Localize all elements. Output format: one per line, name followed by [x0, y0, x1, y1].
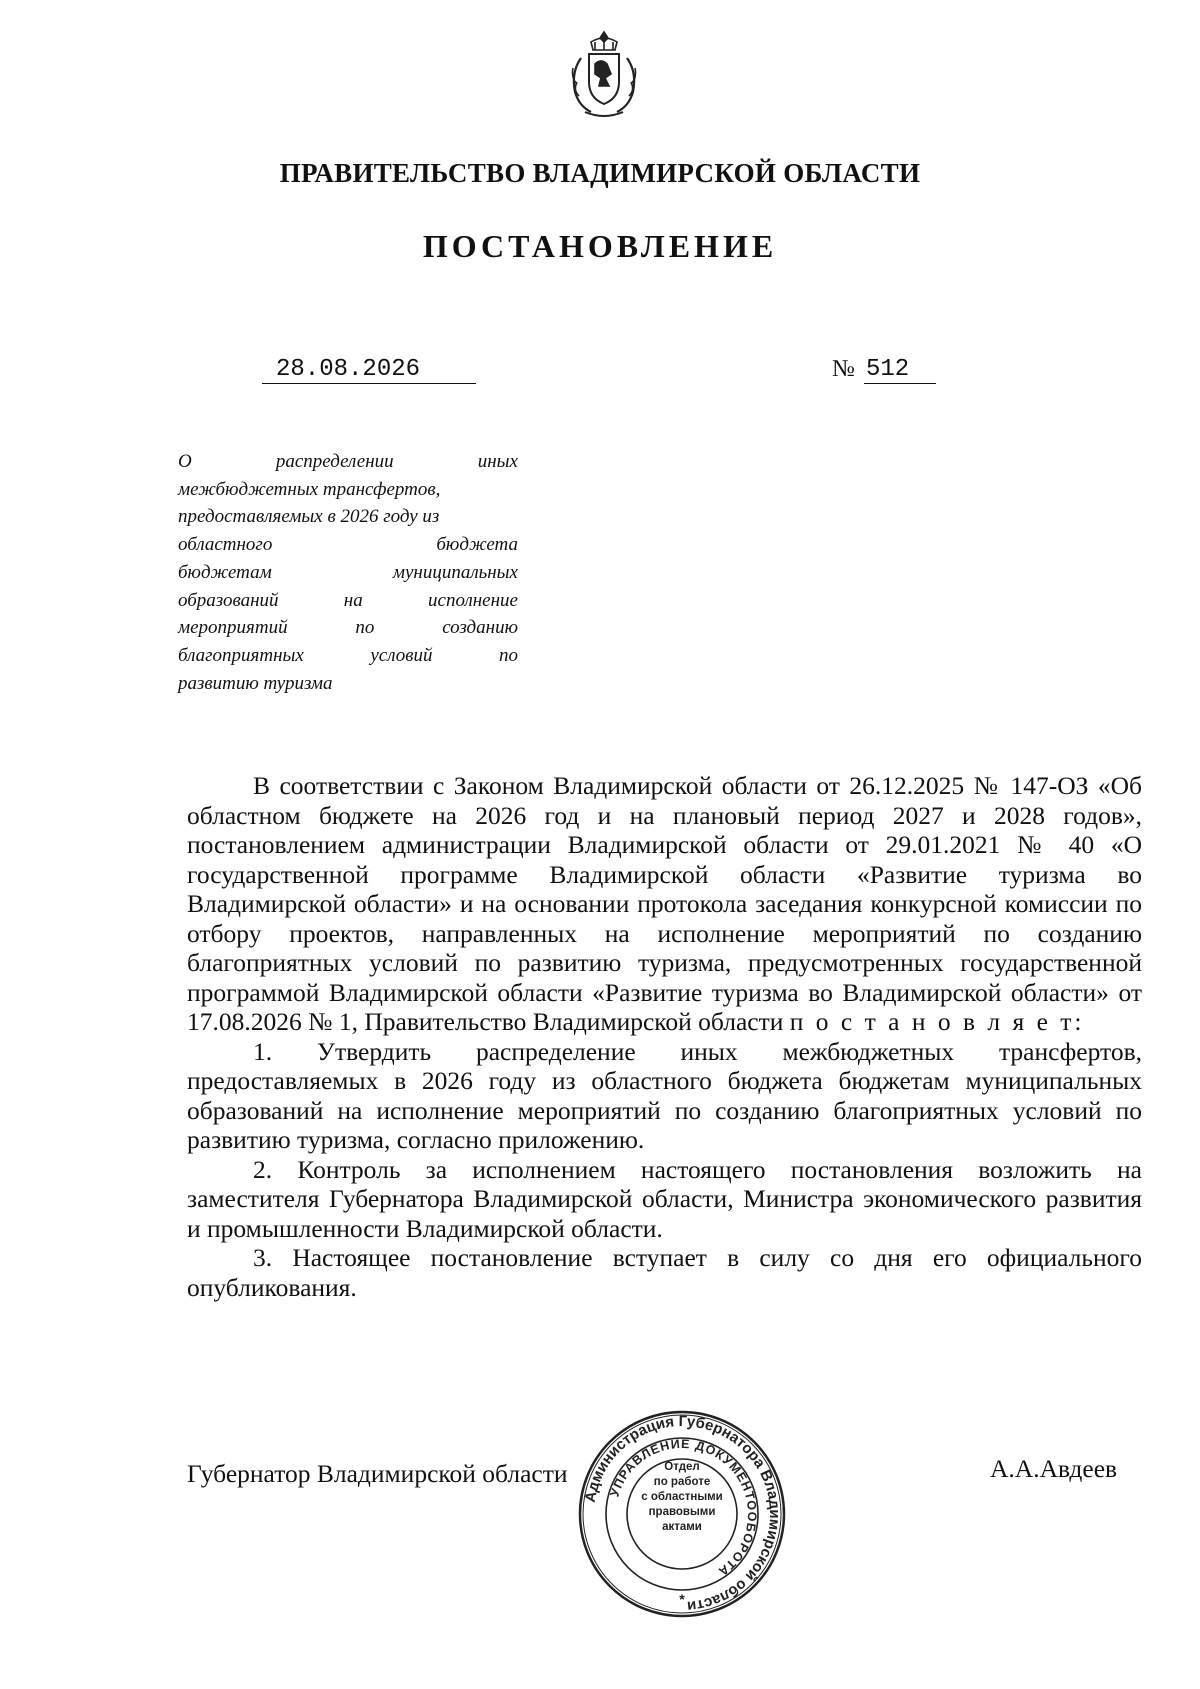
preamble: В соответствии с Законом Владимирской области от 26.12.2025 № 147-ОЗ «Об областном бюджете на 2026 год и на плановый период 2027 и 2028 годов», постановлением администрации Владимирской области от 29.01.2021 № 40 «О государственной программе Владимирской области «Развитие туризма во Владимирской области» и на основании протокола заседания конкурсной комиссии по отбору проектов, направленных на исполнение мероприятий по созданию благоприятных условий по развитию туризма, предусмотренных государственной программой Владимирской области «Развитие туризма во Владимирской области» от 17.08.2026 № 1, Правительство Владимирской области п о с т а н о в л я е т:: [187, 771, 1142, 1036]
subject-line: благоприятных условий по: [178, 644, 518, 666]
government-title: ПРАВИТЕЛЬСТВО ВЛАДИМИРСКОЙ ОБЛАСТИ: [279, 158, 921, 188]
subject-line: бюджетам муниципальных: [178, 561, 518, 583]
item-2: 2. Контроль за исполнением настоящего постановления возложить на заместителя Губернатора Владимирской области, Министра экономического развития и промышленности Владимирской области.: [187, 1154, 1142, 1243]
subject-line: образований на исполнение: [178, 589, 518, 611]
stamp-inner-text: УПРАВЛЕНИЕ ДОКУМЕНТООБОРОТА: [607, 1436, 760, 1580]
coat-of-arms-icon: [567, 28, 641, 120]
subject-line: областного бюджета: [178, 534, 518, 556]
signatory-position: Губернатор Владимирской области: [187, 1459, 568, 1488]
item-3: 3. Настоящее постановление вступает в силу со дня его официального опубликования.: [187, 1243, 1142, 1302]
resolves-word: п о с т а н о в л я е т:: [789, 1007, 1085, 1036]
document-type: ПОСТАНОВЛЕНИЕ: [422, 228, 778, 264]
item-1: 1. Утвердить распределение иных межбюджетных трансфертов, предоставляемых в 2026 году из областного бюджета бюджетам муниципальных образований на исполнение мероприятий по созданию благоприятных условий по развитию туризма, согласно приложению.: [187, 1036, 1142, 1154]
number-sign: №: [832, 356, 855, 382]
document-date: 28.08.2026: [262, 356, 476, 384]
stamp-outer-text: Администрация Губернатора Владимирской области: [581, 1412, 784, 1615]
document-subject: [178, 448, 518, 697]
document-body: [187, 771, 1142, 1302]
subject-line: развитию туризма: [178, 672, 333, 694]
subject-line: мероприятий по созданию: [178, 617, 518, 639]
signatory-name: А.А.Авдеев: [990, 1454, 1118, 1483]
stamp-star: *: [679, 1591, 685, 1607]
subject-line: О распределении иных: [178, 451, 518, 472]
subject-line: межбюджетных трансфертов,: [178, 478, 441, 500]
document-number: 512: [864, 356, 936, 384]
stamp-center-text: Отдел по работе с областными правовыми актами: [641, 1461, 723, 1533]
subject-line: предоставляемых в 2026 году из: [178, 506, 440, 528]
